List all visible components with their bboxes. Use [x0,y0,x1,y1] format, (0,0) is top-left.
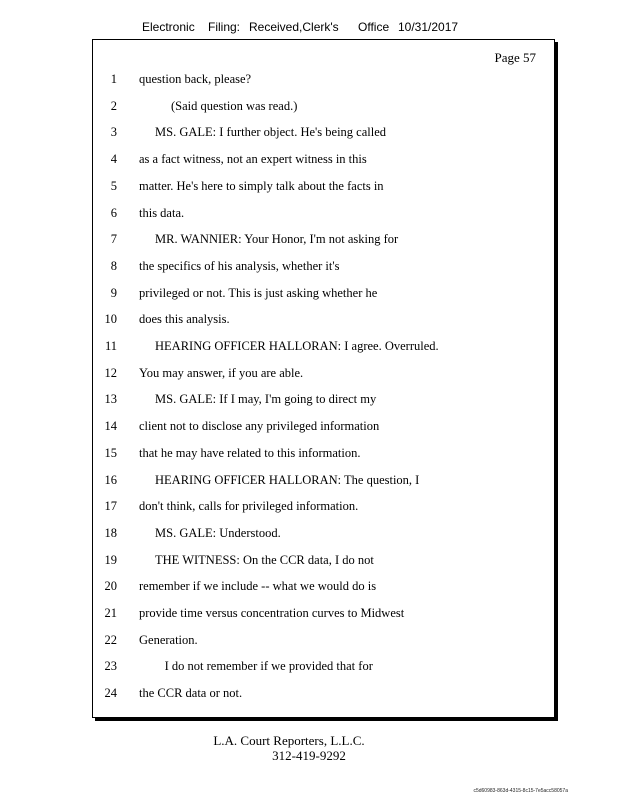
line-number: 4 [110,152,117,167]
line-text: I do not remember if we provided that for [164,659,373,674]
line-text: privileged or not. This is just asking whether he [139,285,378,300]
line-text: does this analysis. [139,312,230,327]
transcript-line [93,392,556,412]
line-text: client not to disclose any privileged information [139,419,380,434]
transcript-page [92,39,555,718]
header-received: Received,Clerk's [249,20,339,34]
line-number: 1 [110,72,117,86]
transcript-line [93,499,556,519]
line-number: 9 [110,285,117,300]
line-number: 16 [104,472,117,487]
transcript-line [93,179,556,199]
line-text: MR. WANNIER: Your Honor, I'm not asking for [155,232,399,247]
transcript-line [93,99,556,119]
line-text: as a fact witness, not an expert witness in this [139,152,367,167]
line-number: 22 [104,632,117,647]
line-number: 21 [104,606,117,620]
transcript-line [93,259,556,279]
line-number: 13 [104,392,117,407]
line-text: MS. GALE: Understood. [155,525,281,540]
transcript-line [93,286,556,306]
transcript-line [93,232,556,252]
transcript-line [93,366,556,386]
line-text: that he may have related to this information. [139,445,361,460]
line-number: 18 [104,525,117,540]
line-number: 15 [104,445,117,460]
transcript-line [93,419,556,439]
line-number: 17 [104,499,117,514]
reporter-company: L.A. Court Reporters, L.L.C. [213,733,365,748]
transcript-line [93,152,556,172]
transcript-line [93,553,556,573]
line-number: 10 [104,312,117,327]
efiling-header [0,20,618,38]
line-number: 12 [104,365,117,380]
header-electronic: Electronic [142,20,195,34]
line-text: (Said question was read.) [171,98,298,113]
line-number: 5 [110,178,117,193]
line-number: 14 [104,419,117,434]
header-date: 10/31/2017 [398,20,459,34]
transcript-line [93,446,556,466]
line-text: HEARING OFFICER HALLORAN: The question, I [155,472,420,487]
transcript-line [93,339,556,359]
transcript-line [93,526,556,546]
line-text: remember if we include -- what we would do is [139,579,377,594]
line-text: THE WITNESS: On the CCR data, I do not [155,552,374,567]
line-text: matter. He's here to simply talk about the facts in [139,178,384,193]
transcript-line [93,206,556,226]
line-number: 7 [110,232,117,247]
reporter-phone: 312-419-9292 [272,748,346,763]
transcript-line [93,473,556,493]
header-office: Office [358,20,390,34]
line-text: the specifics of his analysis, whether it's [139,258,340,273]
line-text: provide time versus concentration curves to Midwest [139,606,405,620]
transcript-line [93,72,556,92]
transcript-line [93,579,556,599]
page-number: Page 57 [494,50,536,65]
line-number: 19 [104,552,117,567]
line-text: the CCR data or not. [139,686,243,701]
line-number: 24 [104,686,117,701]
line-number: 3 [110,125,117,140]
line-text: don't think, calls for privileged information. [139,499,359,514]
line-number: 2 [110,98,117,113]
transcript-line [93,125,556,145]
document-id: c5d60983-863d-4315-8c15-7e5acc58057a [473,788,568,794]
transcript-line [93,633,556,653]
transcript-line [93,659,556,679]
line-text: Generation. [139,632,198,647]
line-number: 11 [104,339,117,353]
line-text: this data. [139,205,185,220]
line-text: You may answer, if you are able. [139,365,304,380]
line-number: 20 [104,579,117,594]
line-text: MS. GALE: If I may, I'm going to direct my [155,392,377,407]
transcript-line [93,606,556,626]
line-text: HEARING OFFICER HALLORAN: I agree. Overruled. [155,339,439,353]
line-number: 6 [110,205,117,220]
transcript-line [93,312,556,332]
transcript-line [93,686,556,706]
line-number: 23 [104,659,117,674]
header-filing: Filing: [208,20,241,34]
line-number: 8 [110,258,117,273]
line-text: MS. GALE: I further object. He's being called [155,125,387,140]
line-text: question back, please? [139,72,252,86]
